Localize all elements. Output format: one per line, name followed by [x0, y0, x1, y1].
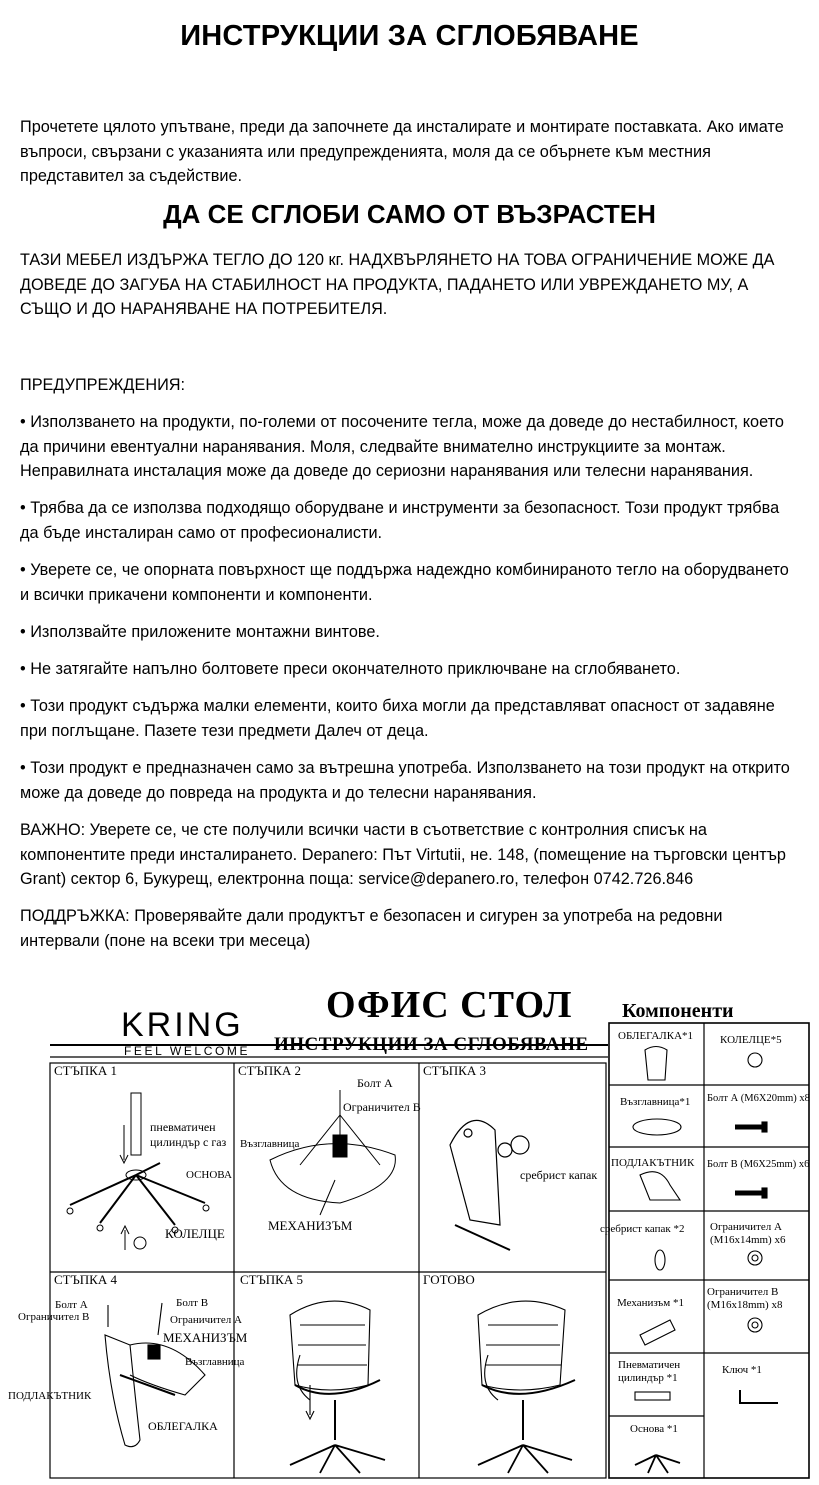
step-4-cushion-label: Възглавница [185, 1356, 245, 1368]
maintenance-notice: ПОДДРЪЖКА: Проверявайте дали продуктът е безопасен и сигурен за употреба на редовни интервали (поне на всеки три месеца) [20, 907, 723, 950]
step-4-label: СТЪПКА 4 [54, 1272, 117, 1287]
step-4-backrest-label: ОБЛЕГАЛКА [148, 1419, 218, 1433]
important-notice: ВАЖНО: Уверете се, че сте получили всички части в съответствие с контролния списък на компонентите преди инсталирането. Depanero: Път Virtutii, не. 148, (помещение на търговски център Grant) сектор 6, Букурещ, електронна поща: service@depanero.ro, телефон 0742.726.846 [20, 821, 786, 888]
step-2-bolt-label: Болт А [357, 1076, 393, 1090]
diagram-subtitle: ИНСТРУКЦИИ ЗА СГЛОБЯВАНЕ [274, 1034, 589, 1055]
component-armrest-label: ПОДЛАКЪТНИК [611, 1157, 695, 1169]
step-1-cylinder-label-2: цилиндър с газ [150, 1135, 227, 1149]
intro-paragraph: Прочетете цялото упътване, преди да започнете да инсталирате и монтирате поставката. Ако имате въпроси, свързани с указанията или предупрежденията, моля да се обърнете към местния представител за съдействие. [20, 118, 784, 185]
warning-item: • Този продукт съдържа малки елементи, които биха могли да представляват опасност от задавяне при поглъщане. Пазете тези предмети Далеч от деца. [20, 697, 775, 740]
step-5 [240, 1272, 303, 1287]
step-done [423, 1272, 475, 1287]
step-2 [238, 1063, 421, 1233]
warning-item: • Използването на продукти, по-големи от посочените тегла, може да доведе до нестабилност, което да причини евентуални наранявания. Моля, следвайте внимателно инструкциите за монтаж. Неправилната инсталация може да доведе до сериозни наранявания или телесни наранявания. [20, 413, 784, 480]
brand-logo: KRING [121, 1006, 244, 1044]
step-2-limiter-label: Ограничител В [343, 1100, 421, 1114]
base-icon [635, 1455, 680, 1473]
step-4-limiter-b-label: Ограничител В [18, 1311, 90, 1323]
mechanism-plate [333, 1135, 347, 1157]
mechanism-icon [640, 1320, 675, 1345]
warning-item: • Този продукт е предназначен само за вътрешна употреба. Използването на този продукт на открито може да доведе до повреда на продукта и до телесни наранявания. [20, 759, 790, 802]
warning-item: • Използвайте приложените монтажни винтове. [20, 623, 380, 641]
base-legs [70, 1163, 205, 1225]
mechanism-plate [148, 1345, 160, 1359]
components-list [600, 1030, 810, 1435]
step-4-limiter-a-label: Ограничител А [170, 1314, 242, 1326]
component-limiter-a-size: (M16x14mm) x6 [710, 1234, 786, 1246]
step-4-mechanism-label: МЕХАНИЗЪМ [163, 1330, 248, 1345]
step-3-label: СТЪПКА 3 [423, 1063, 486, 1078]
chair-armrest-drawing [485, 1355, 498, 1400]
cover-disc [511, 1136, 529, 1154]
chair-seat-drawing [295, 1380, 380, 1394]
bolt-line [158, 1303, 162, 1335]
warning-item: • Уверете се, че опорната повърхност ще поддържа надеждно комбинираното тегло на оборудването и всички прикачени компоненти и компоненти. [20, 561, 789, 604]
limiter-a-icon [748, 1251, 762, 1265]
step-1-cylinder-label: пневматичен [150, 1120, 216, 1134]
components-title: Компоненти [622, 1000, 734, 1022]
backrest-drawing [105, 1335, 140, 1447]
cylinder-icon [635, 1392, 670, 1400]
done-illustration [478, 1301, 575, 1473]
key-icon [740, 1390, 778, 1403]
component-base-label: Основа *1 [630, 1423, 678, 1435]
step-5-illustration [290, 1301, 385, 1473]
component-backrest-label: ОБЛЕГАЛКА*1 [618, 1030, 694, 1042]
step-4-bolt-b-label: Болт В [176, 1297, 209, 1309]
armrest-hole [464, 1129, 472, 1137]
limiter-b-icon [748, 1318, 762, 1332]
component-limiter-a-label: Ограничител А [710, 1221, 782, 1233]
component-wheel-label: КОЛЕЛЦЕ*5 [720, 1034, 782, 1046]
step-1-wheel-label: КОЛЕЛЦЕ [165, 1226, 225, 1241]
limiter-a-hole-icon [752, 1255, 758, 1261]
warnings-label: ПРЕДУПРЕЖДЕНИЯ: [20, 376, 186, 394]
cover-icon [655, 1250, 665, 1270]
chair-back-drawing [478, 1301, 565, 1390]
component-limiter-b-label: Ограничител В [707, 1286, 779, 1298]
brand-tagline: FEEL WELCOME [124, 1044, 251, 1058]
armrest-bar [120, 1375, 175, 1395]
page-title: ИНСТРУКЦИИ ЗА СГЛОБЯВАНЕ [180, 20, 639, 52]
armrest-drawing [450, 1120, 500, 1225]
step-4 [8, 1272, 248, 1433]
assembly-diagram-svg [0, 975, 819, 1485]
step-3 [423, 1063, 597, 1182]
component-bolt-b-label: Болт В (M6X25mm) x6 [707, 1159, 810, 1170]
component-cylinder-label: Пневматичен [618, 1359, 681, 1371]
warning-item: • Не затягайте напълно болтовете преси окончателното приключване на сглобяването. [20, 660, 681, 678]
armrest-bar [455, 1225, 510, 1250]
chair-base [478, 1445, 572, 1473]
cover-disc [498, 1143, 512, 1157]
backrest-icon [645, 1047, 667, 1081]
wheel-icon [748, 1053, 762, 1067]
components-illustrations [633, 1047, 778, 1474]
chair-back-drawing [290, 1301, 370, 1390]
step-2-label: СТЪПКА 2 [238, 1063, 301, 1078]
chair-armrest-drawing [297, 1355, 310, 1400]
chair-base [290, 1445, 385, 1473]
adult-heading: ДА СЕ СГЛОБИ САМО ОТ ВЪЗРАСТЕН [163, 199, 656, 229]
bolt-b-head-icon [762, 1188, 767, 1198]
step-4-bolt-a-label: Болт А [55, 1299, 88, 1311]
product-title: ОФИС СТОЛ [326, 984, 573, 1026]
weight-notice: ТАЗИ МЕБЕЛ ИЗДЪРЖА ТЕГЛО ДО 120 кг. НАДХВЪРЛЯНЕТО НА ТОВА ОГРАНИЧЕНИЕ МОЖЕ ДА ДОВЕДЕ ДО ЗАГУБА НА СТАБИЛНОСТ НА ПРОДУКТА, ПАДАНЕТО ИЛИ УВРЕЖДАНЕТО МУ, А СЪЩО И ДО НАРАНЯВАНЕ НА ПОТРЕБИТЕЛЯ. [20, 251, 775, 318]
done-label: ГОТОВО [423, 1272, 475, 1287]
limiter-b-hole-icon [752, 1322, 758, 1328]
step-1-base-label: ОСНОВА [186, 1169, 232, 1181]
bolt-a-head-icon [762, 1122, 767, 1132]
step-1 [54, 1063, 232, 1241]
caster [67, 1208, 73, 1214]
step-2-cushion-label: Възглавница [240, 1138, 300, 1150]
component-mechanism-label: Механизъм *1 [617, 1297, 684, 1309]
component-cover-label: сребрист капак *2 [600, 1223, 685, 1235]
seat-drawing [130, 1343, 205, 1395]
assembly-diagram [0, 975, 819, 1485]
step-5-label: СТЪПКА 5 [240, 1272, 303, 1287]
caster [203, 1205, 209, 1211]
caster [97, 1225, 103, 1231]
component-key-label: Ключ *1 [722, 1364, 762, 1376]
components-frame [609, 1023, 809, 1478]
gas-cylinder-drawing [131, 1093, 141, 1155]
component-limiter-b-size: (M16x18mm) x8 [707, 1299, 783, 1311]
step-3-cover-label: сребрист капак [520, 1168, 598, 1182]
component-cushion-label: Възглавница*1 [620, 1096, 691, 1108]
warning-item: • Трябва да се използва подходящо оборудване и инструменти за безопасност. Този продукт трябва да бъде инсталиран само от професионалисти. [20, 499, 780, 542]
step-1-label: СТЪПКА 1 [54, 1063, 117, 1078]
mechanism-pointer [320, 1180, 335, 1215]
armrest-icon [640, 1172, 680, 1200]
step-2-mechanism-label: МЕХАНИЗЪМ [268, 1218, 353, 1233]
cushion-icon [633, 1119, 681, 1135]
wheel-drawing [134, 1237, 146, 1249]
chair-seat-drawing [482, 1380, 575, 1394]
step-4-armrest-label: ПОДЛАКЪТНИК [8, 1390, 92, 1402]
component-cylinder-label-2: цилиндър *1 [618, 1372, 678, 1384]
step-3-illustration [450, 1120, 529, 1250]
component-bolt-a-label: Болт А (M6X20mm) x8 [707, 1093, 810, 1104]
